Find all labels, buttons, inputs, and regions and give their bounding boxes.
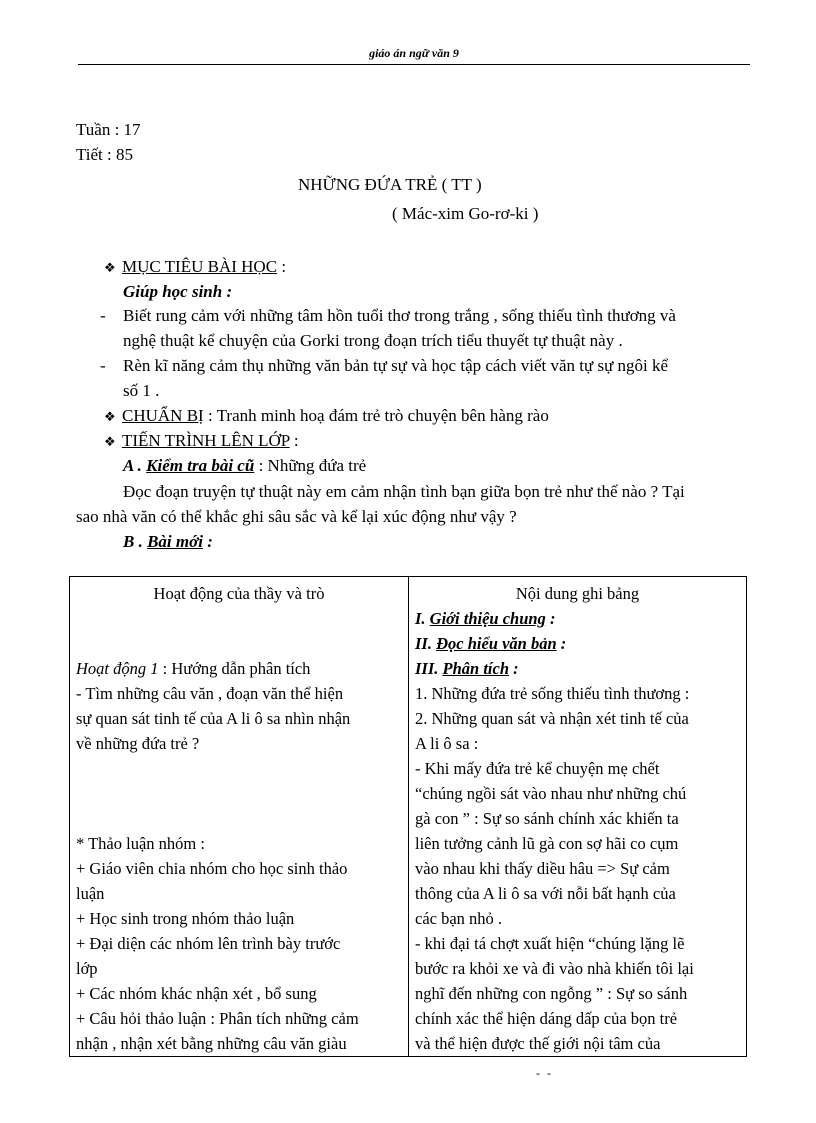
right-column-header: Nội dung ghi bảng xyxy=(515,584,640,603)
left-text-line: - Tìm những câu văn , đoạn văn thể hiện xyxy=(76,684,344,703)
right-text-line: và thể hiện được thế giới nội tâm của xyxy=(415,1034,661,1053)
section-3-heading: III. Phân tích : xyxy=(415,659,519,678)
lesson-plan-table xyxy=(69,576,747,1057)
dash-bullet: - xyxy=(100,356,106,375)
page-number: - - xyxy=(536,1066,553,1080)
review-question-line-2: sao nhà văn có thể khắc ghi sâu sắc và kể lại xúc động như vậy ? xyxy=(76,507,517,526)
section-1-heading: I. Giới thiệu chung : xyxy=(415,609,556,628)
dash-bullet: - xyxy=(100,306,106,325)
left-text-line: * Thảo luận nhóm : xyxy=(76,834,205,853)
right-text-line: gà con ” : Sự so sánh chính xác khiến ta xyxy=(415,809,679,828)
diamond-bullet-icon: ❖ xyxy=(104,260,116,275)
blank-line xyxy=(76,606,402,631)
section-a-line: A . Kiểm tra bài cũ : Những đứa trẻ xyxy=(123,456,367,475)
left-text-line: + Đại diện các nhóm lên trình bày trước xyxy=(76,934,341,953)
table-row xyxy=(70,577,747,1057)
section-2-heading: II. Đọc hiểu văn bản : xyxy=(415,634,567,653)
right-text-line: nghĩ đến những con ngỗng ” : Sự so sánh xyxy=(415,984,688,1003)
review-question-line-1: Đọc đoạn truyện tự thuật này em cảm nhận tình bạn giữa bọn trẻ như thế nào ? Tại xyxy=(123,482,685,501)
right-text-line: A li ô sa : xyxy=(415,734,479,753)
left-text-line: + Giáo viên chia nhóm cho học sinh thảo xyxy=(76,859,348,878)
left-text-line: về những đứa trẻ ? xyxy=(76,734,200,753)
right-text-line: “chúng ngồi sát vào nhau như những chú xyxy=(415,784,687,803)
right-text-line: 1. Những đứa trẻ sống thiếu tình thương : xyxy=(415,684,690,703)
left-text-line: + Học sinh trong nhóm thảo luận xyxy=(76,909,295,928)
page-header: giáo án ngữ văn 9 xyxy=(369,46,459,60)
section-b-line: B . Bài mới : xyxy=(123,532,213,551)
right-text-line: vào nhau khi thấy diều hâu => Sự cảm xyxy=(415,859,670,878)
blank-line xyxy=(76,631,402,656)
left-text-line: sự quan sát tinh tế của A li ô sa nhìn nhận xyxy=(76,709,351,728)
left-text-line: nhận , nhận xét bằng những câu văn giàu xyxy=(76,1034,347,1053)
prep-line: ❖ CHUẨN BỊ : Tranh minh hoạ đám trẻ trò chuyện bên hàng rào xyxy=(104,404,549,429)
right-text-line: - Khi mấy đứa trẻ kể chuyện mẹ chết xyxy=(415,759,660,778)
diamond-bullet-icon: ❖ xyxy=(104,409,116,424)
blank-line xyxy=(76,781,402,806)
objective-1-line-1: Biết rung cảm với những tâm hồn tuổi thơ trong trắng , sống thiếu tình thương và xyxy=(123,306,676,325)
right-text-line: các bạn nhỏ . xyxy=(415,909,503,928)
process-heading: ❖ TIẾN TRÌNH LÊN LỚP : xyxy=(104,429,299,454)
week-label: Tuần : 17 xyxy=(76,120,141,139)
left-text-line: + Các nhóm khác nhận xét , bổ sung xyxy=(76,984,317,1003)
left-text-line: + Câu hỏi thảo luận : Phân tích những cảm xyxy=(76,1009,359,1028)
diamond-bullet-icon: ❖ xyxy=(104,434,116,449)
objective-2-line-2: số 1 . xyxy=(123,381,160,400)
right-text-line: chính xác thể hiện dáng dấp của bọn trẻ xyxy=(415,1009,678,1028)
board-content-column xyxy=(409,577,747,1057)
right-text-line: bước ra khỏi xe và đi vào nhà khiến tôi lại xyxy=(415,959,694,978)
right-text-line: - khi đại tá chợt xuất hiện “chúng lặng lẽ xyxy=(415,934,685,953)
objective-2-line-1: Rèn kĩ năng cảm thụ những văn bản tự sự và học tập cách viết văn tự sự ngôi kể xyxy=(123,356,669,375)
teacher-student-column xyxy=(70,577,409,1057)
author-name: ( Mác-xim Go-rơ-ki ) xyxy=(392,204,539,223)
header-divider xyxy=(78,64,750,65)
right-text-line: 2. Những quan sát và nhận xét tinh tế của xyxy=(415,709,689,728)
lesson-label: Tiết : 85 xyxy=(76,145,134,164)
right-text-line: liên tưởng cảnh lũ gà con sợ hãi co cụm xyxy=(415,834,679,853)
objective-1-line-2: nghệ thuật kể chuyện của Gorki trong đoạn trích tiểu thuyết tự thuật này . xyxy=(123,331,623,350)
blank-line xyxy=(76,806,402,831)
left-column-header: Hoạt động của thầy và trò xyxy=(153,584,325,603)
objectives-subheading: Giúp học sinh : xyxy=(123,282,233,301)
objectives-heading: ❖ MỤC TIÊU BÀI HỌC : xyxy=(104,255,286,280)
right-text-line: thông của A li ô sa với nỗi bất hạnh của xyxy=(415,884,676,903)
activity-1-line: Hoạt động 1 : Hướng dẫn phân tích xyxy=(76,659,311,678)
lesson-title: NHỮNG ĐỨA TRẺ ( TT ) xyxy=(298,175,482,194)
left-text-line: luận xyxy=(76,884,105,903)
blank-line xyxy=(76,756,402,781)
left-text-line: lớp xyxy=(76,959,98,978)
